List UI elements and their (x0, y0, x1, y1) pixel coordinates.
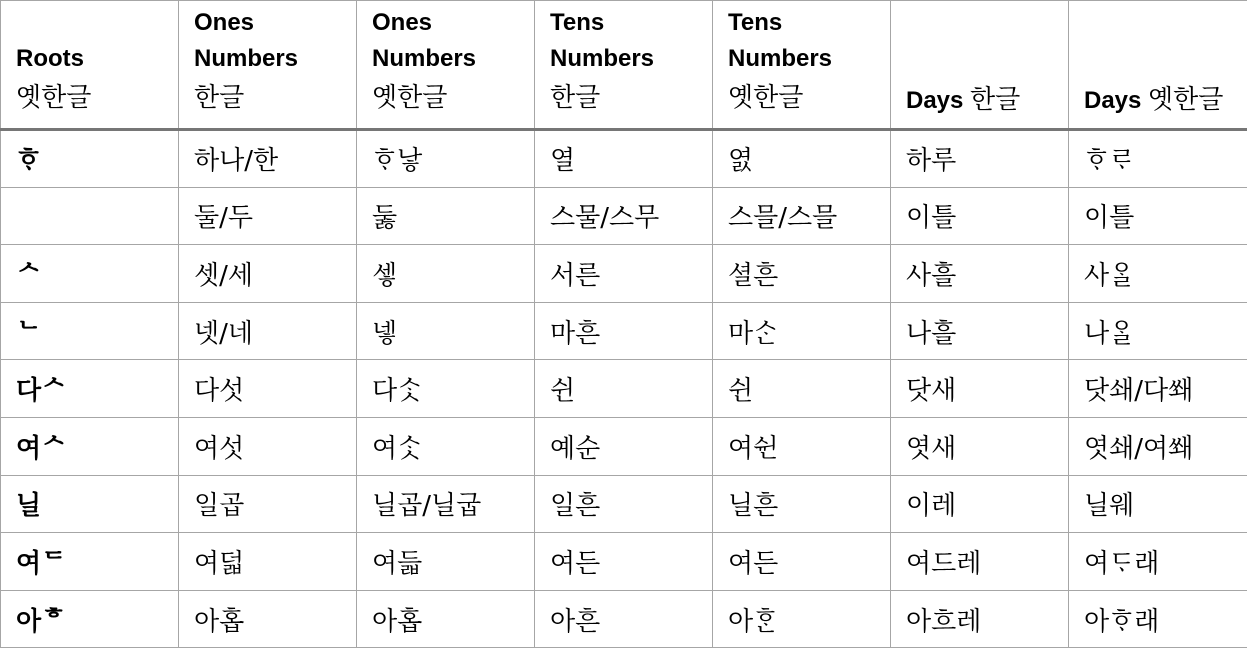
table-cell: ᄒᆞ낳 (357, 130, 535, 188)
header-latin: Numbers (194, 45, 299, 72)
table-cell: 서른 (535, 245, 713, 303)
table-cell: 셓 (357, 245, 535, 303)
header-korean: 옛한글 (16, 83, 92, 113)
table-cell: 여듧 (357, 533, 535, 591)
table-cell: 스물/스무 (535, 187, 713, 245)
header-latin: Numbers (372, 45, 477, 72)
header-latin: Days (1084, 87, 1142, 114)
header-days-old-hangul (1069, 1, 1247, 130)
table-cell: 이틀 (891, 187, 1069, 245)
table-cell: 여섯 (179, 417, 357, 475)
header-korean: 옛한글 (1148, 85, 1224, 115)
table-cell-root: 여ᄉ (1, 417, 179, 475)
table-cell: 하루 (891, 130, 1069, 188)
table-cell: 나흘 (891, 302, 1069, 360)
table-cell: 예순 (535, 417, 713, 475)
header-latin: Tens (550, 9, 605, 36)
header-tens-hangul (535, 1, 713, 130)
table-cell: 스믈/스믈 (713, 187, 891, 245)
header-korean: 옛한글 (728, 83, 804, 113)
table-cell: 여ᄉᆔᆫ (713, 417, 891, 475)
table-cell: 넷/네 (179, 302, 357, 360)
table-cell: 여ᄃᆞ래 (1069, 533, 1247, 591)
header-roots (1, 1, 179, 130)
table-cell: 셜흔 (713, 245, 891, 303)
table-cell: 마흔 (535, 302, 713, 360)
table-row (1, 590, 1247, 648)
table-cell: 여덟 (179, 533, 357, 591)
table-cell: 일곱 (179, 475, 357, 533)
table-cell: 닐웨 (1069, 475, 1247, 533)
table-cell: 여든 (535, 533, 713, 591)
table-row (1, 417, 1247, 475)
header-ones-hangul (179, 1, 357, 130)
table-cell-root: ᄉ (1, 245, 179, 303)
table-cell: 엸 (713, 130, 891, 188)
table-row (1, 302, 1247, 360)
table-cell: 하나/한 (179, 130, 357, 188)
table-cell: 아흐레 (891, 590, 1069, 648)
header-latin: Days (906, 87, 964, 114)
header-korean: 옛한글 (372, 83, 448, 113)
table-cell: 열 (535, 130, 713, 188)
header-latin: Numbers (728, 45, 833, 72)
table-cell: 닐흔 (713, 475, 891, 533)
table-cell-root (1, 187, 179, 245)
table-cell: 엿새 (891, 417, 1069, 475)
table-cell: 닐곱/닐굽 (357, 475, 535, 533)
table-row (1, 475, 1247, 533)
table-cell-root: 다ᄉ (1, 360, 179, 418)
header-korean: 한글 (970, 85, 1021, 115)
table-cell: 아홉 (357, 590, 535, 648)
table-cell: 여ᄉᆞᆺ (357, 417, 535, 475)
table-cell: 셋/세 (179, 245, 357, 303)
table-cell-root: 아ᄒ (1, 590, 179, 648)
table-cell: 둟 (357, 187, 535, 245)
table-cell-root: 여ᄃ (1, 533, 179, 591)
table-cell: 닷새 (891, 360, 1069, 418)
table-cell: 아ᄒᆞ래 (1069, 590, 1247, 648)
table-cell: 마ᄉᆞᆫ (713, 302, 891, 360)
table-cell-root: ᄒᆞ (1, 130, 179, 188)
table-cell: 쉰 (713, 360, 891, 418)
table-cell: 이틀 (1069, 187, 1247, 245)
table-cell: 쉰 (535, 360, 713, 418)
table-cell: 일흔 (535, 475, 713, 533)
table-cell-root: ᄂ (1, 302, 179, 360)
table-cell: 아홉 (179, 590, 357, 648)
header-row (1, 1, 1247, 130)
table-cell: 아ᄒᆞᆫ (713, 590, 891, 648)
table-cell: 닷쇄/다쐐 (1069, 360, 1247, 418)
table-cell: 둘/두 (179, 187, 357, 245)
table-row (1, 187, 1247, 245)
table-row (1, 245, 1247, 303)
table-cell: 여든 (713, 533, 891, 591)
header-latin: Ones (194, 9, 255, 36)
table-row (1, 533, 1247, 591)
table-cell: 나ᄋᆞᆯ (1069, 302, 1247, 360)
header-korean: 한글 (194, 83, 245, 113)
table-cell: 이레 (891, 475, 1069, 533)
table-row (1, 130, 1247, 188)
table-cell: 넿 (357, 302, 535, 360)
table-cell: 다섯 (179, 360, 357, 418)
table-cell: 사ᄋᆞᆯ (1069, 245, 1247, 303)
header-latin: Tens (728, 9, 783, 36)
table-cell-root: 닐 (1, 475, 179, 533)
header-latin: Numbers (550, 45, 655, 72)
header-tens-old-hangul (713, 1, 891, 130)
table-cell: 사흘 (891, 245, 1069, 303)
header-ones-old-hangul (357, 1, 535, 130)
table-cell: 다ᄉᆞᆺ (357, 360, 535, 418)
table-cell: 여드레 (891, 533, 1069, 591)
table-cell: ᄒᆞᄅᆞ (1069, 130, 1247, 188)
table-cell: 아흔 (535, 590, 713, 648)
table-cell: 엿쇄/여쐐 (1069, 417, 1247, 475)
header-korean: 한글 (550, 83, 601, 113)
table-row (1, 360, 1247, 418)
header-days-hangul (891, 1, 1069, 130)
header-latin: Roots (16, 45, 84, 72)
header-latin: Ones (372, 9, 433, 36)
